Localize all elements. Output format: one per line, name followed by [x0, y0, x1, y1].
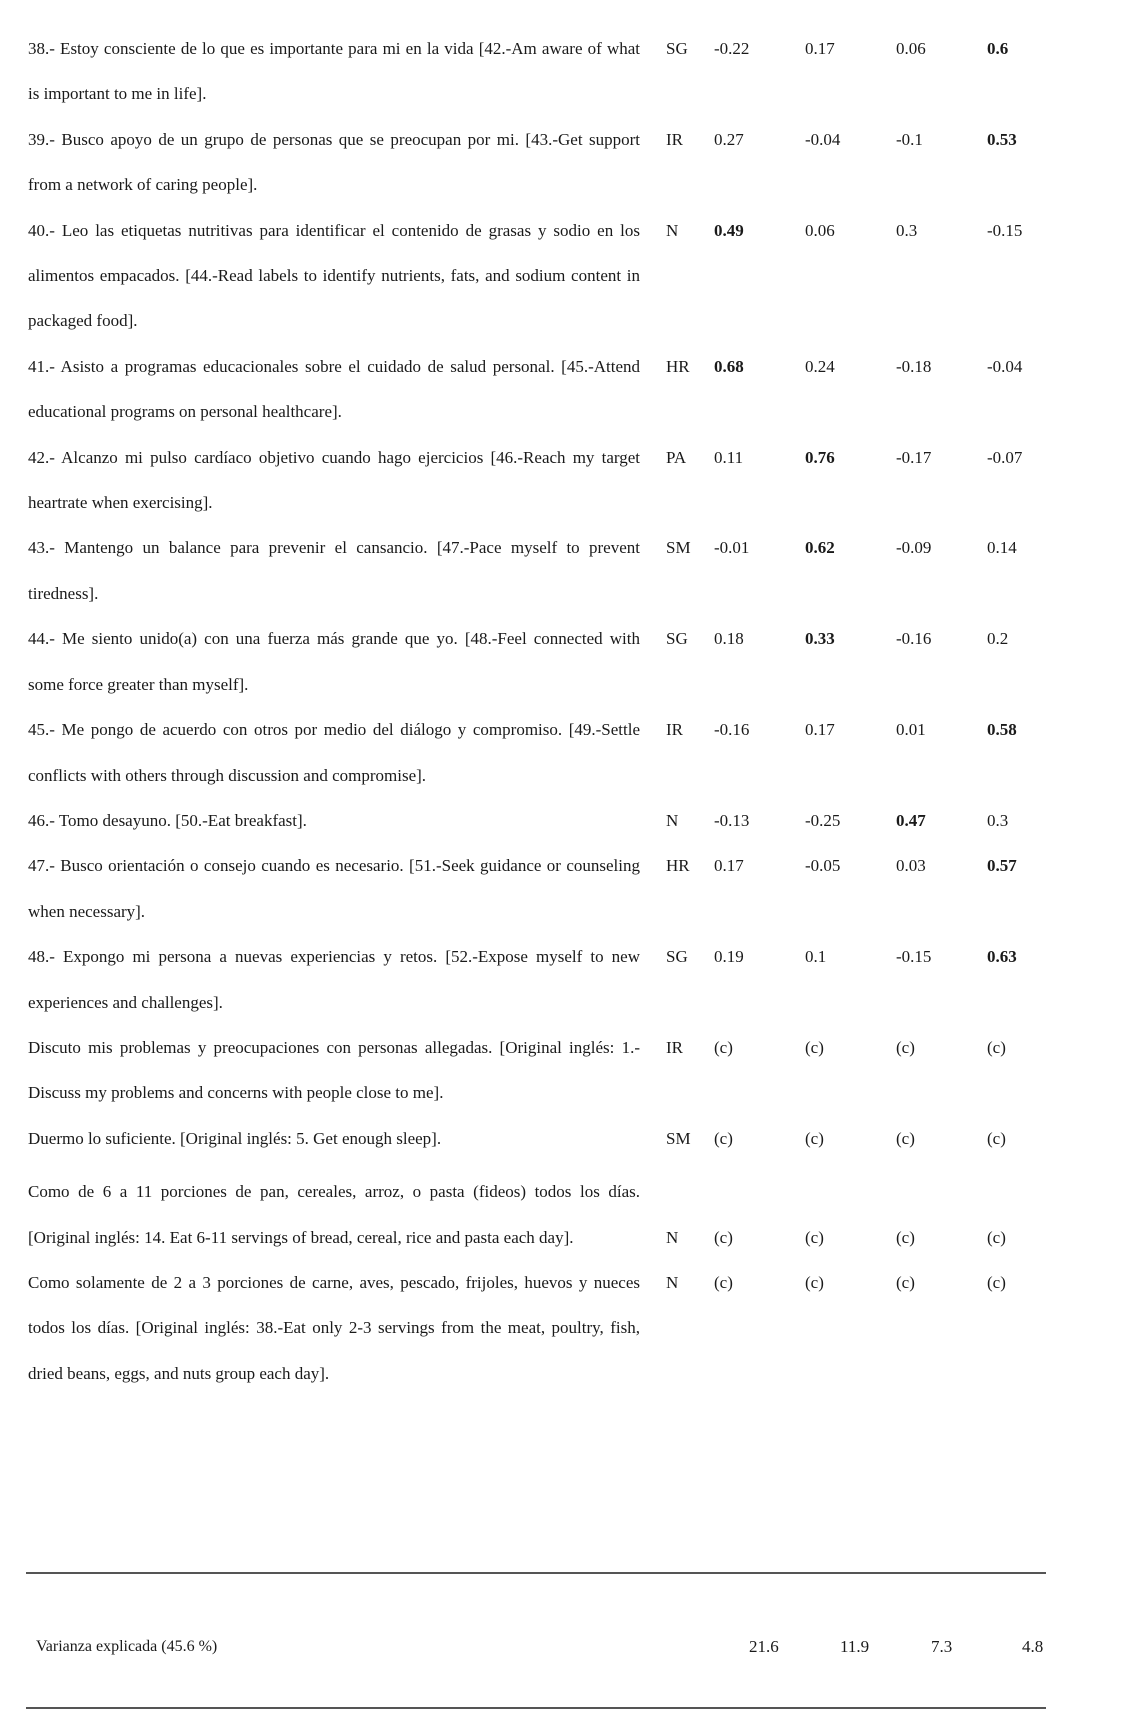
factor-code: IR	[666, 129, 683, 149]
loading-value: 0.06	[805, 220, 835, 240]
table-row	[28, 843, 1125, 934]
loading-value: (c)	[714, 1128, 733, 1148]
loading-value: (c)	[805, 1227, 824, 1247]
item-text: 48.- Expongo mi persona a nuevas experiencias y retos. [52.-Expose myself to new experiences and challenges].	[28, 947, 640, 1012]
loading-value: 0.6	[987, 39, 1009, 58]
item-text: 39.- Busco apoyo de un grupo de personas que se preocupan por mi. [43.-Get support from a network of caring people].	[28, 129, 640, 195]
loading-value: (c)	[714, 1037, 733, 1057]
factor-loadings-table	[28, 26, 1125, 1396]
item-text: 43.- Mantengo un balance para prevenir el cansancio. [47.-Pace myself to prevent tiredness].	[28, 538, 640, 603]
table-row	[28, 1169, 1125, 1260]
factor-code: HR	[666, 856, 690, 876]
loading-value: (c)	[714, 1227, 733, 1247]
loading-value: -0.15	[896, 947, 932, 967]
loading-value: 0.19	[714, 947, 744, 967]
loading-value: (c)	[987, 1227, 1006, 1247]
table-row	[28, 707, 1125, 798]
loading-value: (c)	[714, 1272, 733, 1292]
factor-code: SG	[666, 947, 688, 967]
loading-value: 0.47	[896, 810, 926, 830]
loading-value: 0.18	[714, 629, 744, 649]
loading-value: -0.15	[987, 220, 1023, 240]
item-text: 47.- Busco orientación o consejo cuando es necesario. [51.-Seek guidance or counseling when necessary].	[28, 856, 640, 921]
loading-value: -0.04	[805, 129, 841, 149]
loading-value: 0.17	[805, 720, 835, 740]
table-row	[28, 435, 1125, 526]
loading-value: (c)	[987, 1037, 1006, 1057]
loading-value: (c)	[805, 1037, 824, 1057]
loading-value: 0.06	[896, 39, 926, 58]
loading-value: 0.2	[987, 629, 1009, 649]
factor-code: N	[666, 810, 679, 830]
variance-value: 21.6	[749, 1637, 779, 1656]
loading-value: -0.1	[896, 129, 923, 149]
variance-value: 11.9	[840, 1637, 870, 1656]
loading-value: (c)	[896, 1128, 915, 1148]
loading-value: -0.09	[896, 538, 932, 558]
factor-code: SM	[666, 1128, 691, 1148]
loading-value: 0.63	[987, 947, 1017, 967]
factor-code: SG	[666, 39, 688, 58]
loading-value: 0.27	[714, 129, 744, 149]
table-row	[28, 798, 1125, 843]
loading-value: -0.13	[714, 810, 750, 830]
factor-code: PA	[666, 447, 687, 467]
loading-value: 0.11	[714, 447, 744, 467]
factor-code: N	[666, 1272, 679, 1292]
table-row	[28, 344, 1125, 435]
table-row	[28, 1025, 1125, 1116]
loading-value: -0.18	[896, 356, 932, 376]
loading-value: 0.53	[987, 129, 1017, 149]
table-row	[28, 117, 1125, 208]
loading-value: 0.01	[896, 720, 926, 740]
factor-code: SM	[666, 538, 691, 558]
loading-value: 0.58	[987, 720, 1017, 740]
loading-value: 0.24	[805, 356, 835, 376]
loading-value: -0.16	[714, 720, 750, 740]
item-text: Discuto mis problemas y preocupaciones con personas allegadas. [Original inglés: 1.-Discuss my problems and concerns with people close to me].	[28, 1037, 640, 1103]
loading-value: 0.68	[714, 356, 744, 376]
loading-value: -0.16	[896, 629, 932, 649]
variance-value: 7.3	[931, 1637, 953, 1656]
loading-value: -0.17	[896, 447, 932, 467]
item-text: 46.- Tomo desayuno. [50.-Eat breakfast].	[28, 810, 307, 830]
loading-value: (c)	[805, 1272, 824, 1292]
loading-value: -0.25	[805, 810, 841, 830]
loading-value: -0.22	[714, 39, 750, 58]
table-row	[28, 1116, 1125, 1161]
table-divider	[26, 1572, 1046, 1574]
loading-value: 0.3	[896, 220, 918, 240]
loading-value: 0.49	[714, 220, 744, 240]
loading-value: 0.33	[805, 629, 835, 649]
item-text: Como de 6 a 11 porciones de pan, cereales, arroz, o pasta (fideos) todos los días. [Original inglés: 14. Eat 6-11 servings of bread, cereal, rice and pasta each day].	[28, 1182, 640, 1247]
item-text: 42.- Alcanzo mi pulso cardíaco objetivo cuando hago ejercicios [46.-Reach my target heartrate when exercising].	[28, 447, 640, 513]
factor-code: SG	[666, 629, 688, 649]
loading-value: 0.14	[987, 538, 1017, 558]
loading-value: 0.03	[896, 856, 926, 876]
loading-value: 0.17	[714, 856, 744, 876]
loading-value: -0.07	[987, 447, 1023, 467]
variance-label: Varianza explicada (45.6 %)	[36, 1638, 218, 1655]
table-bottom-rule	[26, 1707, 1046, 1709]
factor-code: IR	[666, 1037, 683, 1057]
item-text: 45.- Me pongo de acuerdo con otros por medio del diálogo y compromiso. [49.-Settle conflicts with others through discussion and compromise].	[28, 720, 640, 785]
item-text: Como solamente de 2 a 3 porciones de carne, aves, pescado, frijoles, huevos y nueces todos los días. [Original inglés: 38.-Eat only 2-3 servings from the meat, poultry, fish, dried beans, eggs, and nuts group each day].	[28, 1272, 640, 1383]
loading-value: (c)	[805, 1128, 824, 1148]
loading-value: 0.76	[805, 447, 835, 467]
factor-code: IR	[666, 720, 683, 740]
item-text: 41.- Asisto a programas educacionales sobre el cuidado de salud personal. [45.-Attend educational programs on personal healthcare].	[28, 356, 640, 422]
loading-value: 0.17	[805, 39, 835, 58]
loading-value: 0.3	[987, 810, 1009, 830]
loading-value: 0.57	[987, 856, 1017, 876]
item-text: 38.- Estoy consciente de lo que es importante para mi en la vida [42.-Am aware of what is important to me in life].	[28, 39, 640, 104]
table-row	[28, 934, 1125, 1025]
loading-value: -0.05	[805, 856, 841, 876]
loading-value: -0.01	[714, 538, 750, 558]
variance-row	[36, 1632, 1125, 1662]
table-row	[28, 26, 1125, 117]
loading-value: 0.62	[805, 538, 835, 558]
table-row	[28, 1260, 1125, 1396]
loading-value: (c)	[896, 1037, 915, 1057]
loading-value: -0.04	[987, 356, 1023, 376]
loading-value: (c)	[987, 1272, 1006, 1292]
loading-value: (c)	[896, 1272, 915, 1292]
loading-value: 0.1	[805, 947, 827, 967]
item-text: Duermo lo suficiente. [Original inglés: 5. Get enough sleep].	[28, 1128, 442, 1148]
loading-value: (c)	[987, 1128, 1006, 1148]
table-row	[28, 208, 1125, 344]
factor-code: N	[666, 220, 679, 240]
factor-code: N	[666, 1227, 679, 1247]
factor-code: HR	[666, 356, 690, 376]
item-text: 40.- Leo las etiquetas nutritivas para identificar el contenido de grasas y sodio en los alimentos empacados. [44.-Read labels to identify nutrients, fats, and sodium content in packaged food].	[28, 220, 640, 331]
item-text: 44.- Me siento unido(a) con una fuerza más grande que yo. [48.-Feel connected with some force greater than myself].	[28, 629, 640, 694]
table-row	[28, 616, 1125, 707]
variance-value: 4.8	[1022, 1637, 1044, 1656]
loading-value: (c)	[896, 1227, 915, 1247]
table-row	[28, 525, 1125, 616]
